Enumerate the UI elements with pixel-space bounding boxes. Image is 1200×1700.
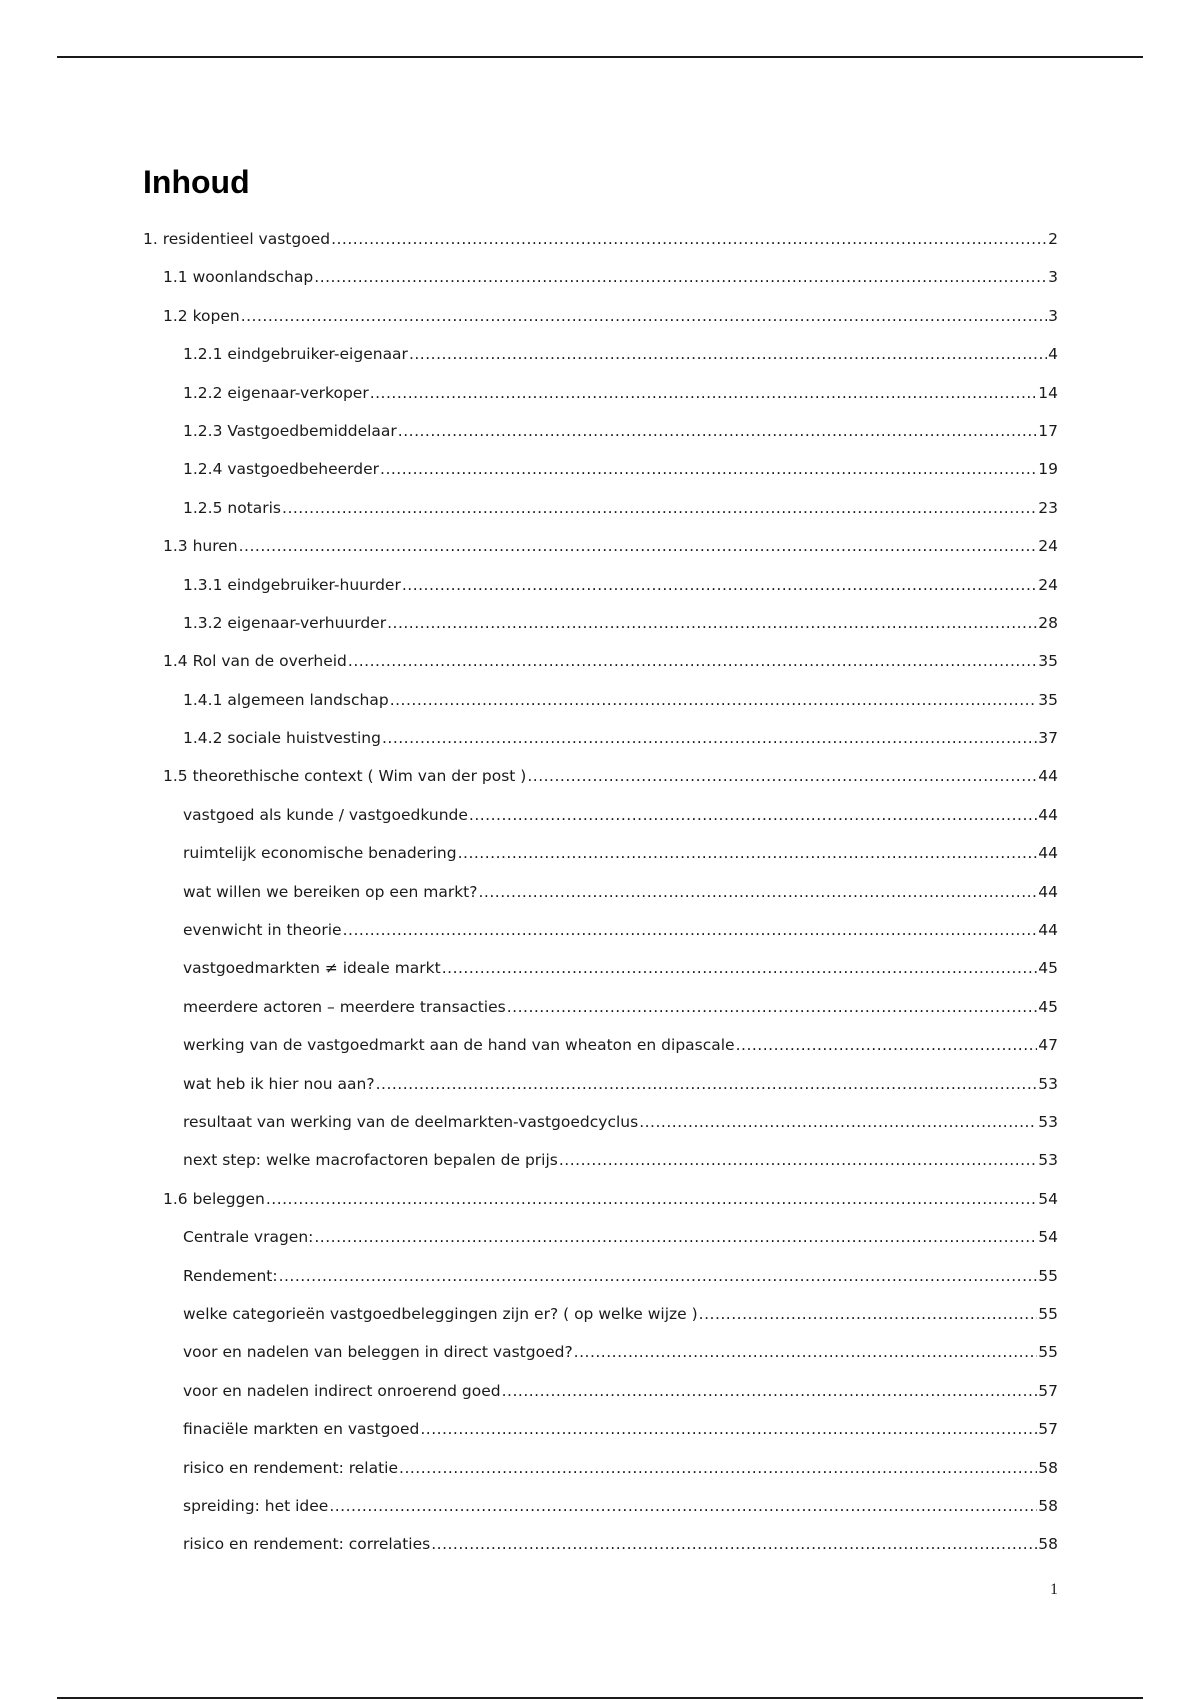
toc-dot-leader <box>399 1449 1037 1487</box>
toc-entry-page: 58 <box>1038 1535 1058 1554</box>
toc-entry[interactable] <box>143 988 1058 1026</box>
toc-dot-leader <box>390 681 1038 719</box>
toc-entry[interactable] <box>143 604 1058 642</box>
toc-entry[interactable] <box>143 220 1058 258</box>
toc-entry-page: 17 <box>1038 421 1058 440</box>
toc-entry[interactable] <box>143 297 1058 335</box>
toc-entry-page: 54 <box>1038 1189 1058 1208</box>
toc-entry-page: 44 <box>1038 882 1058 901</box>
toc-entry-title: 1.6 beleggen <box>163 1189 265 1208</box>
toc-entry[interactable] <box>143 412 1058 450</box>
toc-dot-leader <box>314 1218 1037 1256</box>
toc-dot-leader <box>442 949 1038 987</box>
toc-entry-title: 1.2.5 notaris <box>183 498 282 517</box>
toc-dot-leader <box>241 297 1047 335</box>
toc-entry[interactable] <box>143 1218 1058 1256</box>
header-rule <box>57 56 1143 58</box>
toc-entry[interactable] <box>143 873 1058 911</box>
toc-dot-leader <box>398 412 1037 450</box>
toc-entry-title: vastgoed als kunde / vastgoedkunde <box>183 805 468 824</box>
toc-entry-page: 47 <box>1038 1036 1058 1055</box>
toc-entry-page: 53 <box>1038 1151 1058 1170</box>
toc-entry-title: 1.3 huren <box>163 537 238 556</box>
toc-entry-title: voor en nadelen indirect onroerend goed <box>183 1381 501 1400</box>
toc-dot-leader <box>469 796 1037 834</box>
toc-entry-title: wat willen we bereiken op een markt? <box>183 882 478 901</box>
toc-entry-title: meerdere actoren – meerdere transacties <box>183 997 506 1016</box>
toc-entry-title: risico en rendement: correlaties <box>183 1535 431 1554</box>
toc-entry-title: 1.4.1 algemeen landschap <box>183 690 389 709</box>
toc-dot-leader <box>502 1372 1038 1410</box>
toc-entry[interactable] <box>143 949 1058 987</box>
toc-entry-page: 2 <box>1048 230 1058 248</box>
toc-dot-leader <box>239 527 1038 565</box>
toc-dot-leader <box>279 1257 1038 1295</box>
toc-entry[interactable] <box>143 1372 1058 1410</box>
toc-entry[interactable] <box>143 258 1058 296</box>
toc-dot-leader <box>329 1487 1037 1525</box>
toc-entry-page: 55 <box>1038 1304 1058 1323</box>
toc-entry-title: 1.2.2 eigenaar-verkoper <box>183 383 369 402</box>
toc-entry-title: 1.5 theorethische context ( Wim van der post ) <box>163 767 527 786</box>
toc-entry-page: 57 <box>1038 1420 1058 1439</box>
toc-entry[interactable] <box>143 450 1058 488</box>
toc-dot-leader <box>507 988 1038 1026</box>
toc-entry[interactable] <box>143 1449 1058 1487</box>
toc-entry-page: 58 <box>1038 1496 1058 1515</box>
toc-entry[interactable] <box>143 681 1058 719</box>
toc-dot-leader <box>479 873 1038 911</box>
toc-entry-title: 1.4 Rol van de overheid <box>163 652 347 671</box>
toc-entry-title: evenwicht in theorie <box>183 921 342 940</box>
toc-entry-title: 1.2.3 Vastgoedbemiddelaar <box>183 421 397 440</box>
page-number: 1 <box>1050 1581 1058 1598</box>
toc-entry[interactable] <box>143 1065 1058 1103</box>
toc-dot-leader <box>380 450 1037 488</box>
toc-entry[interactable] <box>143 1295 1058 1333</box>
toc-dot-leader <box>639 1103 1037 1141</box>
toc-entry-title: Centrale vragen: <box>183 1228 314 1247</box>
toc-entry-title: 1.3.1 eindgebruiker-huurder <box>183 575 401 594</box>
toc-entry-title: resultaat van werking van de deelmarkten-vastgoedcyclus <box>183 1112 639 1131</box>
toc-entry-page: 4 <box>1048 345 1058 364</box>
toc-entry[interactable] <box>143 757 1058 795</box>
toc-entry-title: risico en rendement: relatie <box>183 1458 399 1477</box>
toc-entry[interactable] <box>143 1410 1058 1448</box>
toc-dot-leader <box>431 1525 1037 1563</box>
toc-dot-leader <box>382 719 1037 757</box>
toc-entry-page: 53 <box>1038 1074 1058 1093</box>
toc-entry-page: 54 <box>1038 1228 1058 1247</box>
toc-dot-leader <box>458 834 1038 872</box>
toc-dot-leader <box>266 1180 1037 1218</box>
toc-entry-page: 53 <box>1038 1112 1058 1131</box>
toc-entry[interactable] <box>143 834 1058 872</box>
toc-entry[interactable] <box>143 911 1058 949</box>
toc-entry-title: welke categorieën vastgoedbeleggingen zijn er? ( op welke wijze ) <box>183 1304 698 1323</box>
toc-entry-page: 23 <box>1038 498 1058 517</box>
toc-entry-page: 3 <box>1048 268 1058 287</box>
toc-entry-page: 44 <box>1038 805 1058 824</box>
toc-entry-title: next step: welke macrofactoren bepalen de prijs <box>183 1151 558 1170</box>
toc-entry-title: werking van de vastgoedmarkt aan de hand van wheaton en dipascale <box>183 1036 735 1055</box>
toc-entry-page: 19 <box>1038 460 1058 479</box>
toc-entry-title: 1. residentieel vastgoed <box>143 230 331 248</box>
toc-entry-page: 44 <box>1038 844 1058 863</box>
toc-entry-title: 1.1 woonlandschap <box>163 268 314 287</box>
toc-entry-page: 55 <box>1038 1343 1058 1362</box>
toc-dot-leader <box>574 1333 1038 1371</box>
toc-entry-title: ruimtelijk economische benadering <box>183 844 457 863</box>
toc-dot-leader <box>314 258 1047 296</box>
toc-entry-title: 1.2.1 eindgebruiker-eigenaar <box>183 345 408 364</box>
toc-entry-page: 55 <box>1038 1266 1058 1285</box>
toc-dot-leader <box>376 1065 1038 1103</box>
toc-entry[interactable] <box>143 1525 1058 1563</box>
toc-entry[interactable] <box>143 796 1058 834</box>
toc-dot-leader <box>370 374 1038 412</box>
toc-entry[interactable] <box>143 1257 1058 1295</box>
toc-entry-title: vastgoedmarkten ≠ ideale markt <box>183 959 441 978</box>
toc-entry-page: 57 <box>1038 1381 1058 1400</box>
toc-entry-title: wat heb ik hier nou aan? <box>183 1074 375 1093</box>
toc-entry[interactable] <box>143 1180 1058 1218</box>
toc-entry-page: 58 <box>1038 1458 1058 1477</box>
toc-entry[interactable] <box>143 1141 1058 1179</box>
toc-entry-page: 24 <box>1038 575 1058 594</box>
toc-dot-leader <box>331 220 1047 258</box>
toc-entry[interactable] <box>143 527 1058 565</box>
toc-entry[interactable] <box>143 642 1058 680</box>
toc-entry[interactable] <box>143 489 1058 527</box>
toc-entry-title: 1.3.2 eigenaar-verhuurder <box>183 613 387 632</box>
toc-dot-leader <box>420 1410 1037 1448</box>
toc-dot-leader <box>348 642 1037 680</box>
footer-rule <box>57 1697 1143 1699</box>
toc-entry-page: 44 <box>1038 767 1058 786</box>
toc-entry-page: 45 <box>1038 997 1058 1016</box>
toc-entry-page: 35 <box>1038 652 1058 671</box>
toc-entry[interactable] <box>143 374 1058 412</box>
toc-dot-leader <box>559 1141 1037 1179</box>
toc-dot-leader <box>409 335 1047 373</box>
toc-dot-leader <box>736 1026 1038 1064</box>
toc-dot-leader <box>343 911 1038 949</box>
toc-entry-title: Rendement: <box>183 1266 278 1285</box>
toc-entry-page: 24 <box>1038 537 1058 556</box>
toc-entry-page: 28 <box>1038 613 1058 632</box>
toc-entry-page: 3 <box>1048 306 1058 325</box>
toc-entry[interactable] <box>143 566 1058 604</box>
toc-dot-leader <box>699 1295 1038 1333</box>
toc-entry-title: 1.4.2 sociale huistvesting <box>183 729 381 748</box>
toc-dot-leader <box>527 757 1037 795</box>
toc-entry-title: 1.2 kopen <box>163 306 240 325</box>
toc-entry[interactable] <box>143 1487 1058 1525</box>
toc-entry[interactable] <box>143 1333 1058 1371</box>
toc-dot-leader <box>282 489 1037 527</box>
toc-entry-page: 44 <box>1038 921 1058 940</box>
toc-entry-page: 45 <box>1038 959 1058 978</box>
toc-entry-title: 1.2.4 vastgoedbeheerder <box>183 460 380 479</box>
toc-entry[interactable] <box>143 1026 1058 1064</box>
toc-entry[interactable] <box>143 1103 1058 1141</box>
table-of-contents <box>143 220 1058 1564</box>
toc-dot-leader <box>387 604 1037 642</box>
toc-entry[interactable] <box>143 719 1058 757</box>
toc-entry-page: 14 <box>1038 383 1058 402</box>
toc-dot-leader <box>402 566 1037 604</box>
page-title: Inhoud <box>143 164 250 200</box>
toc-entry-page: 37 <box>1038 729 1058 748</box>
toc-entry-page: 35 <box>1038 690 1058 709</box>
toc-entry[interactable] <box>143 335 1058 373</box>
toc-entry-title: finaciële markten en vastgoed <box>183 1420 420 1439</box>
toc-entry-title: spreiding: het idee <box>183 1496 329 1515</box>
toc-entry-title: voor en nadelen van beleggen in direct vastgoed? <box>183 1343 573 1362</box>
